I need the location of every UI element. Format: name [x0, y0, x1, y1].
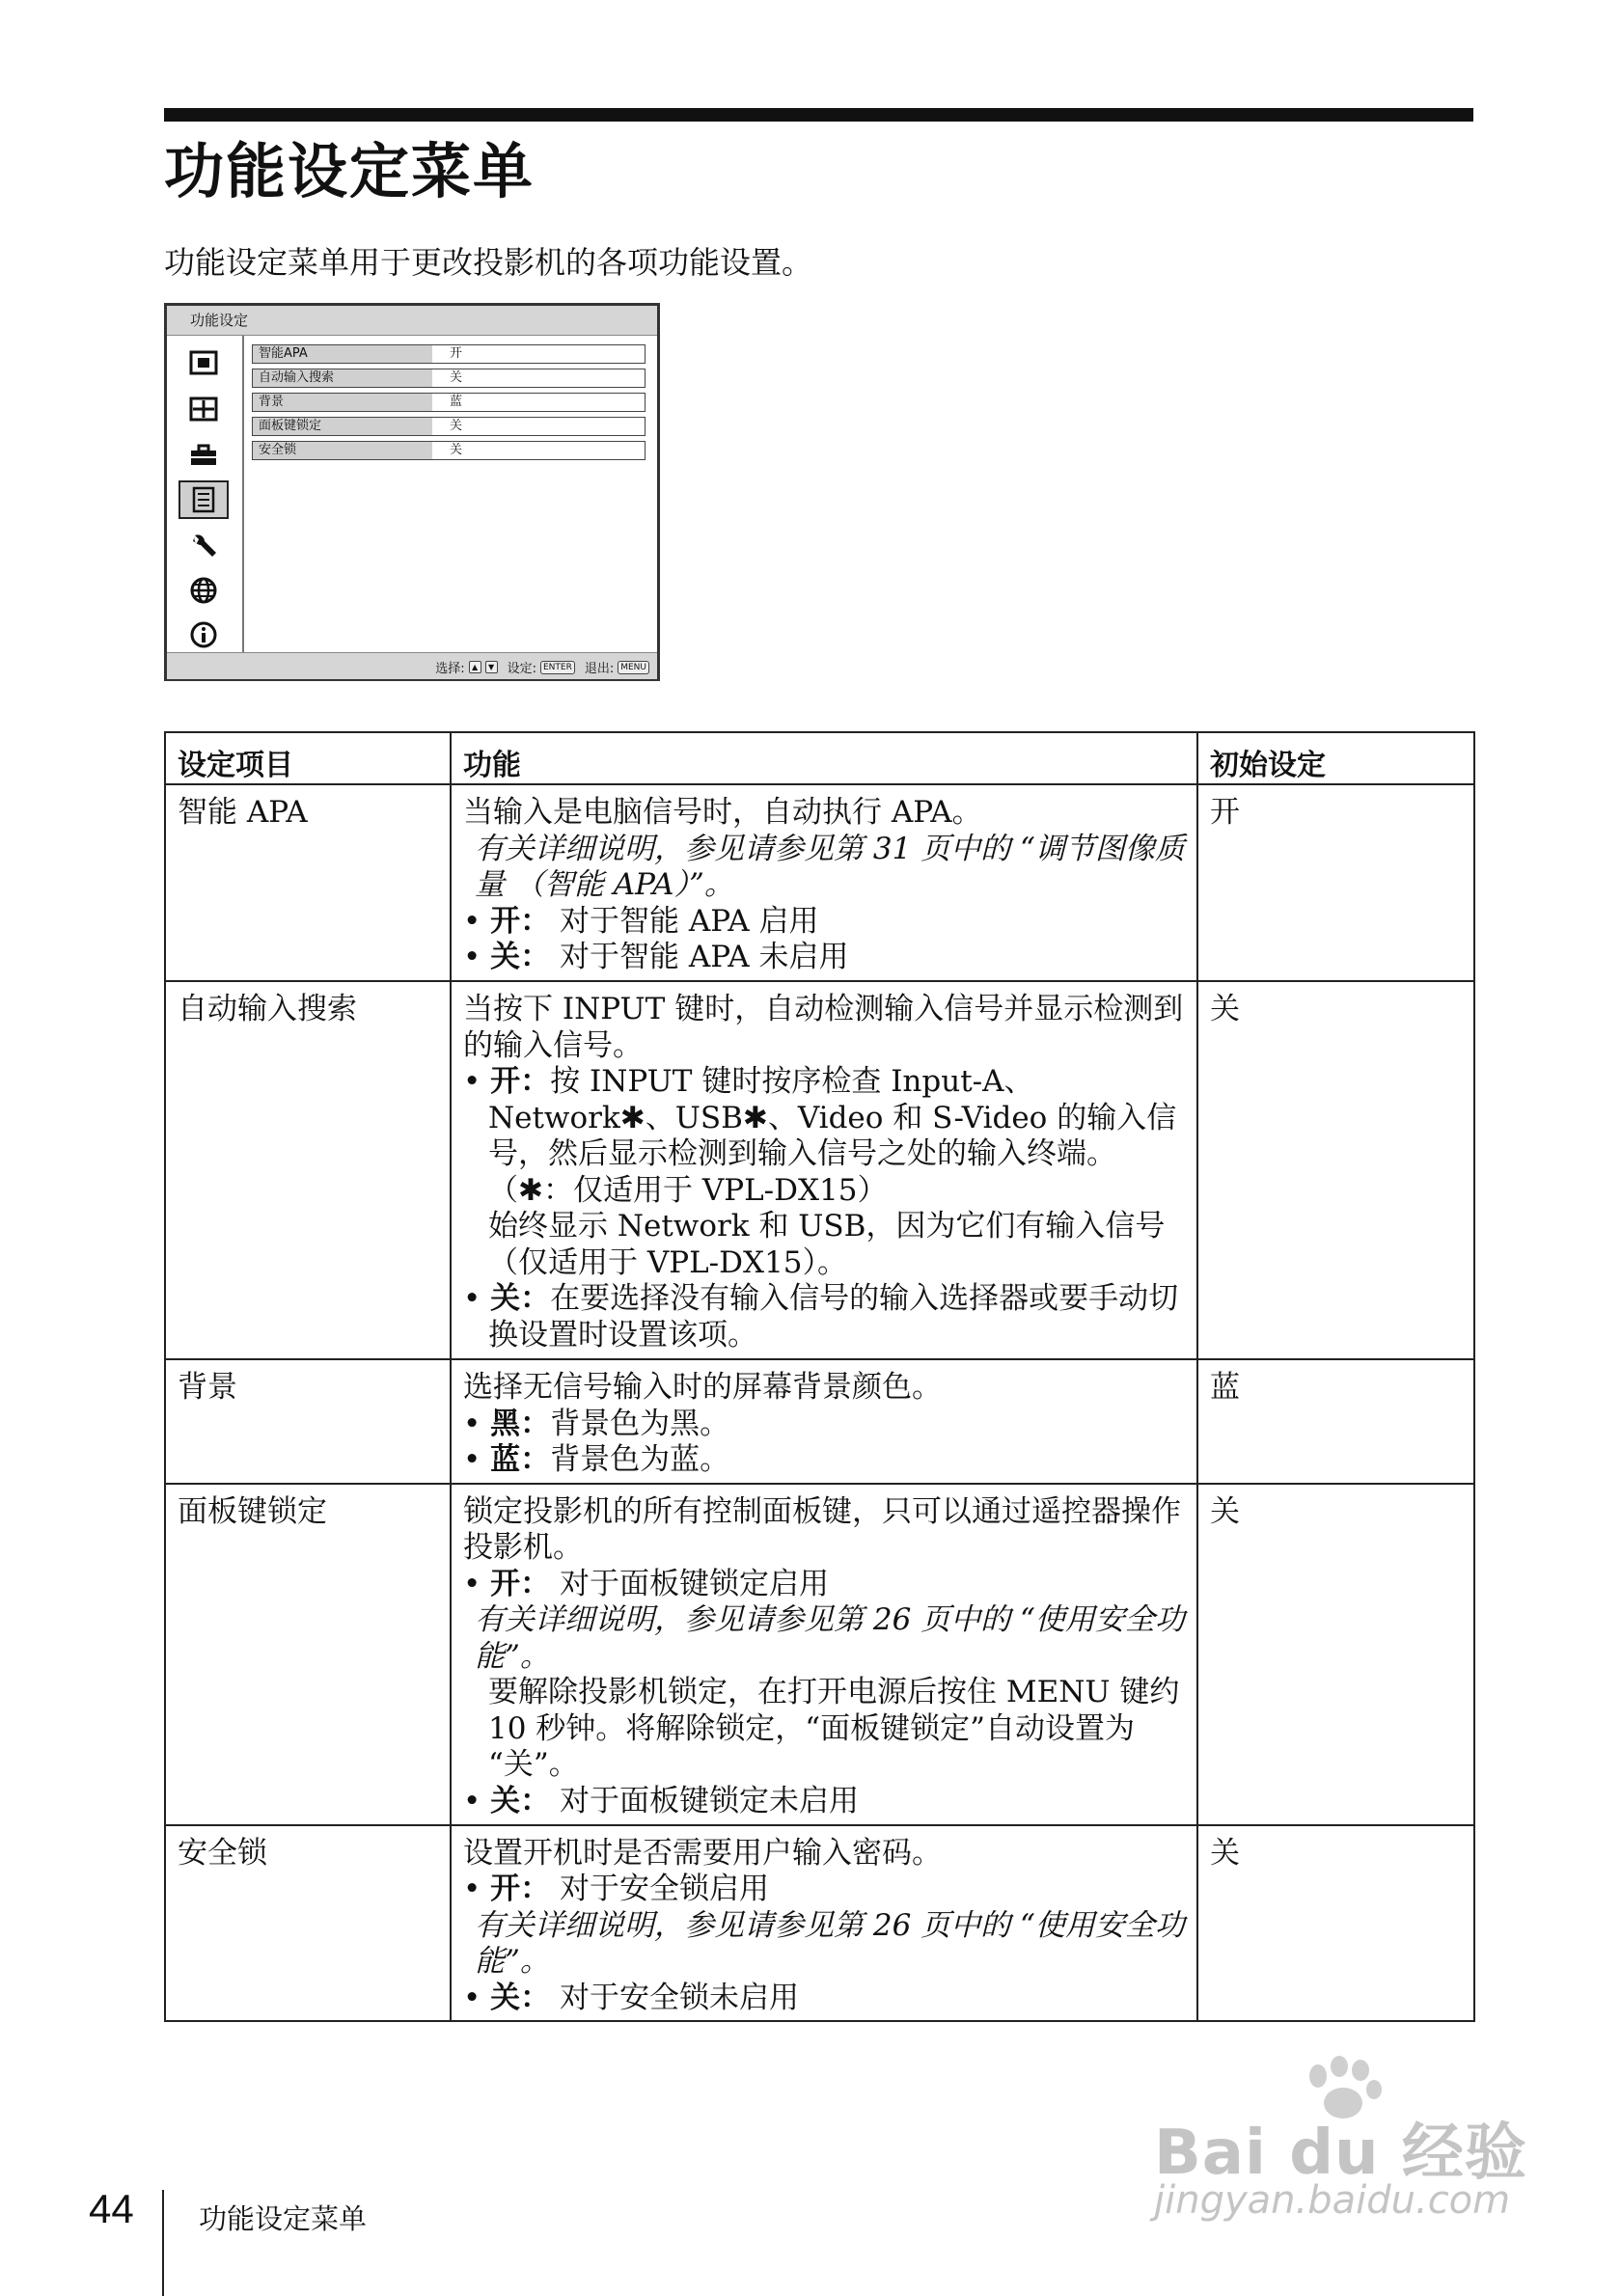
- top-rule: [164, 108, 1473, 122]
- osd-row-security-lock: [252, 441, 646, 460]
- option-bullet: • 蓝：背景色为蓝。: [463, 1442, 730, 1477]
- down-arrow-icon: ▼: [485, 661, 498, 673]
- option-subnote: 始终显示 Network 和 USB，因为它们有输入信号（仅适用于 VPL-DX15）。: [488, 1209, 1166, 1280]
- toolbox-icon: [179, 436, 229, 475]
- table-row: [165, 784, 1474, 981]
- option-bullet: • 开： 对于智能 APA 启用: [463, 903, 819, 939]
- function-settings-icon: [179, 480, 229, 519]
- table-row: [165, 1484, 1474, 1825]
- watermark-url: jingyan.baidu.com: [1154, 2178, 1511, 2223]
- option-key: 关：: [490, 1783, 551, 1818]
- setting-function: [451, 784, 1197, 981]
- osd-item-list: [252, 344, 646, 465]
- function-description: 当输入是电脑信号时，自动执行 APA。: [463, 795, 982, 830]
- function-description: 当按下 INPUT 键时，自动检测输入信号并显示检测到的输入信号。: [463, 992, 1184, 1063]
- osd-sidebar: [167, 336, 244, 652]
- setting-default: 蓝: [1197, 1359, 1474, 1484]
- picture-icon: [179, 343, 229, 382]
- option-bullet: • 开： 对于安全锁启用: [463, 1872, 769, 1906]
- setting-function: [451, 1825, 1197, 2022]
- option-key: 蓝：: [490, 1442, 551, 1477]
- setting-function: [451, 981, 1197, 1359]
- osd-row-value: 开: [450, 346, 463, 361]
- option-text: 对于安全锁未启用: [560, 1980, 799, 2015]
- setting-default: 开: [1197, 784, 1474, 981]
- setting-item: 智能 APA: [165, 784, 451, 981]
- osd-row-label: 背景: [253, 394, 432, 411]
- osd-title-bar: [167, 306, 657, 336]
- setting-item: 面板键锁定: [165, 1484, 451, 1825]
- osd-exit-label: 退出:: [584, 662, 615, 676]
- osd-title: 功能设定: [190, 312, 249, 329]
- enter-key-icon: ENTER: [540, 661, 575, 674]
- option-key: 关：: [490, 1281, 551, 1316]
- option-text: 对于智能 APA 未启用: [560, 940, 849, 974]
- osd-row-auto-input-search: [252, 369, 646, 388]
- table-header-row: [165, 732, 1474, 784]
- table-row: [165, 1825, 1474, 2022]
- wrench-icon: [179, 527, 229, 565]
- option-bullet: • 关： 对于智能 APA 未启用: [463, 940, 849, 974]
- option-text: 对于安全锁启用: [560, 1872, 769, 1906]
- page-title: 功能设定菜单: [164, 136, 536, 206]
- footer-divider: [162, 2190, 164, 2296]
- option-text: 背景色为蓝。: [550, 1442, 730, 1477]
- menu-key-icon: MENU: [618, 661, 649, 674]
- function-description: 锁定投影机的所有控制面板键，只可以通过遥控器操作投影机。: [463, 1493, 1181, 1565]
- globe-icon: [179, 571, 229, 610]
- osd-row-value: 关: [450, 443, 463, 457]
- osd-row-background: [252, 393, 646, 412]
- option-bullet: • 关： 对于安全锁未启用: [463, 1980, 799, 2015]
- option-key: 开：: [490, 1064, 551, 1099]
- osd-footer: [167, 652, 657, 679]
- osd-row-value: 关: [450, 370, 463, 385]
- osd-row-label: 自动输入搜索: [253, 369, 432, 387]
- option-bullet: • 关：在要选择没有输入信号的输入选择器或要手动切换设置时设置该项。: [463, 1281, 1179, 1353]
- setting-default: 关: [1197, 1825, 1474, 2022]
- osd-row-panel-key-lock: [252, 417, 646, 436]
- header-function: 功能: [451, 732, 1197, 784]
- baidu-watermark: [1154, 2055, 1540, 2238]
- option-subnote: 要解除投影机锁定，在打开电源后按住 MENU 键约 10 秒钟。将解除锁定，“面板键锁定”自动设置为 “关”。: [488, 1675, 1180, 1782]
- table-row: [165, 981, 1474, 1359]
- header-item: 设定项目: [165, 732, 451, 784]
- up-arrow-icon: ▲: [469, 661, 481, 673]
- setting-item: 自动输入搜索: [165, 981, 451, 1359]
- option-bullet: • 开： 对于面板键锁定启用: [463, 1566, 829, 1601]
- watermark-brand: Bai du 经验: [1154, 2118, 1527, 2189]
- option-bullet: • 黑：背景色为黑。: [463, 1406, 730, 1441]
- setting-function: [451, 1359, 1197, 1484]
- option-bullet: • 开：按 INPUT 键时按序检查 Input-A、Network✱、USB✱、Video 和 S-Video 的输入信号，然后显示检测到输入信号之处的输入终端。（✱：仅适用于 VPL-DX15）: [463, 1064, 1177, 1208]
- osd-set-label: 设定:: [507, 662, 536, 676]
- option-bullet: • 关： 对于面板键锁定未启用: [463, 1783, 859, 1818]
- option-key: 关：: [490, 1980, 551, 2015]
- function-description: 选择无信号输入时的屏幕背景颜色。: [463, 1370, 942, 1405]
- osd-row-value: 蓝: [450, 395, 463, 409]
- option-key: 开：: [490, 1872, 551, 1906]
- table-row: [165, 1359, 1474, 1484]
- setting-default: 关: [1197, 1484, 1474, 1825]
- osd-menu-screenshot: [164, 303, 660, 681]
- setting-function: [451, 1484, 1197, 1825]
- osd-select-label: 选择:: [435, 662, 465, 676]
- osd-row-label: 面板键锁定: [253, 418, 432, 435]
- option-text: 对于智能 APA 启用: [560, 903, 819, 939]
- function-description: 设置开机时是否需要用户输入密码。: [463, 1835, 942, 1871]
- reference-note: 有关详细说明，参见请参见第 31 页中的 “调节图像质量 （智能 APA）”。: [475, 831, 1185, 902]
- option-text: 背景色为黑。: [550, 1406, 730, 1441]
- setting-default: 关: [1197, 981, 1474, 1359]
- option-key: 黑：: [490, 1406, 551, 1441]
- footer-section-title: 功能设定菜单: [199, 2202, 368, 2235]
- info-icon: [179, 615, 229, 654]
- intro-text: 功能设定菜单用于更改投影机的各项功能设置。: [164, 244, 813, 281]
- option-text: 在要选择没有输入信号的输入选择器或要手动切换设置时设置该项。: [488, 1281, 1179, 1353]
- osd-row-smart-apa: [252, 344, 646, 364]
- option-text: 对于面板键锁定未启用: [560, 1783, 859, 1818]
- setting-item: 背景: [165, 1359, 451, 1484]
- osd-row-label: 安全锁: [253, 442, 432, 459]
- osd-row-value: 关: [450, 419, 463, 433]
- option-key: 关：: [490, 940, 551, 974]
- option-text: 对于面板键锁定启用: [560, 1566, 829, 1601]
- page-number: 44: [89, 2186, 134, 2231]
- setting-item: 安全锁: [165, 1825, 451, 2022]
- option-text: 按 INPUT 键时按序检查 Input-A、Network✱、USB✱、Video 和 S-Video 的输入信号，然后显示检测到输入信号之处的输入终端。（✱：仅适用于 VPL-DX15）: [488, 1064, 1177, 1208]
- osd-row-label: 智能APA: [253, 345, 432, 363]
- function-settings-table: [164, 731, 1475, 2022]
- reference-note: 有关详细说明，参见请参见第 26 页中的 “使用安全功能”。: [475, 1602, 1185, 1674]
- screen-icon: [179, 390, 229, 428]
- option-key: 开：: [490, 1566, 551, 1601]
- reference-note: 有关详细说明，参见请参见第 26 页中的 “使用安全功能”。: [475, 1907, 1185, 1979]
- option-key: 开：: [490, 903, 551, 939]
- header-default: 初始设定: [1197, 732, 1474, 784]
